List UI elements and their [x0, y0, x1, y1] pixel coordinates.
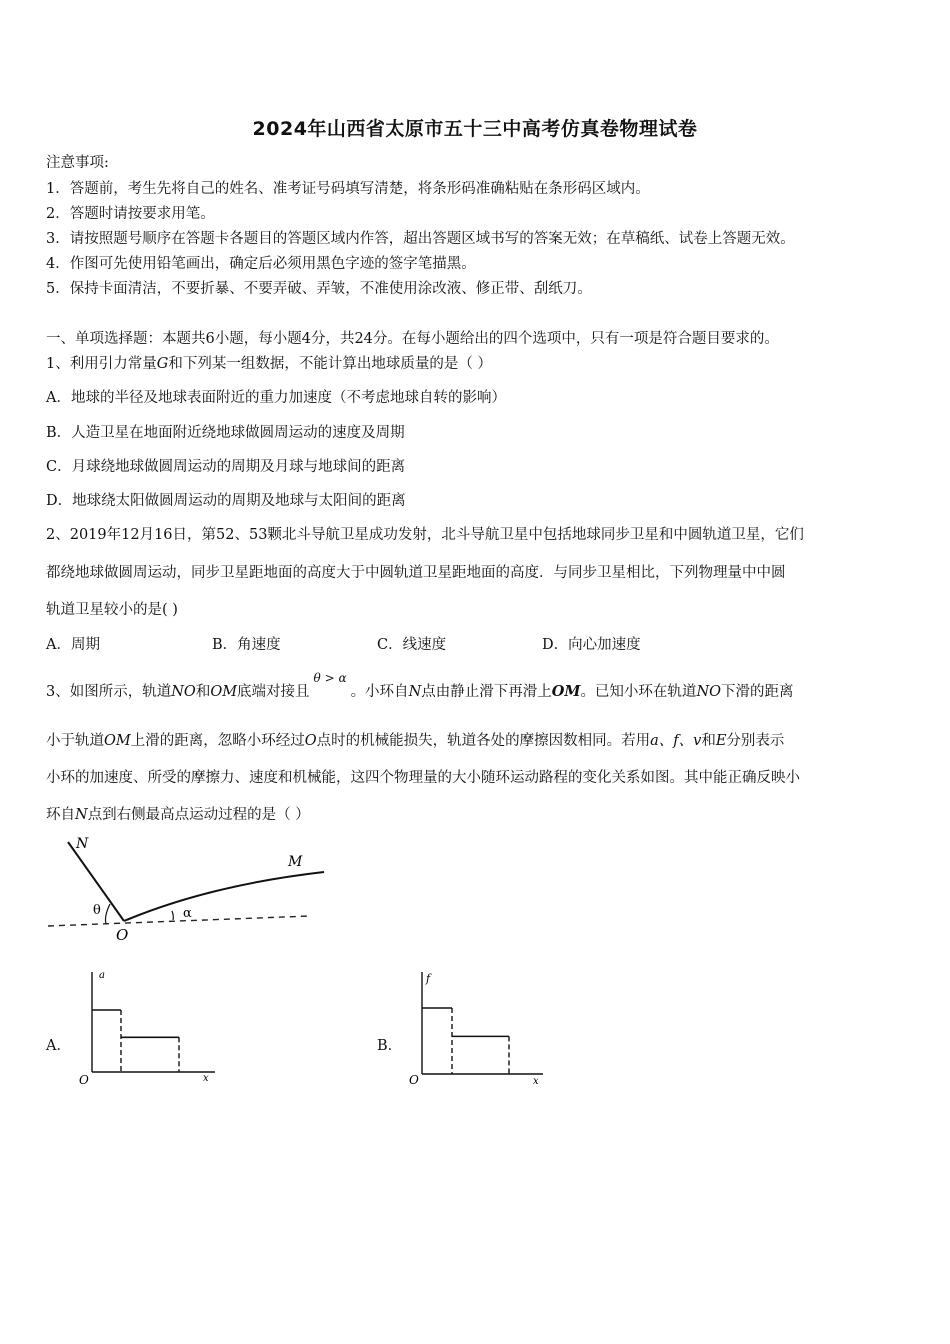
- label-n: N: [76, 836, 89, 852]
- question-2-option-d[interactable]: D．向心加速度: [542, 637, 641, 653]
- question-1-option-a[interactable]: A．地球的半径及地球表面附近的重力加速度（不考虑地球自转的影响）: [46, 390, 506, 406]
- notice-item: 5．保持卡面清洁，不要折暴、不要弄破、弄皱，不准使用涂改液、修正带、刮纸刀。: [46, 281, 592, 297]
- page-title: 2024年山西省太原市五十三中高考仿真卷物理试卷: [252, 118, 698, 140]
- graph-a-label[interactable]: A．: [46, 1038, 71, 1054]
- dashed-ground-line: [48, 916, 310, 926]
- graph-b[interactable]: [405, 968, 555, 1088]
- notice-heading: 注意事项:: [46, 155, 109, 171]
- question-3-stem-line: 小环的加速度、所受的摩擦力、速度和机械能，这四个物理量的大小随环运动路程的变化关系如图。其中能正确反映小: [46, 770, 800, 786]
- graph-b-label[interactable]: B．: [377, 1038, 403, 1054]
- graph-b-origin: O: [409, 1073, 419, 1087]
- condition-theta-alpha: θ > α: [313, 671, 347, 685]
- question-3-stem-line: 3、如图所示，轨道NO和OM底端对接且$^{\theta > \alpha}$。小环自N点由静止滑下再滑上OM。已知小环在轨道NO下滑的距离: [46, 671, 794, 700]
- notice-item: 3．请按照题号顺序在答题卡各题目的答题区域内作答，超出答题区域书写的答案无效；在草稿纸、试卷上答题无效。: [46, 231, 795, 247]
- question-3-stem-line: 环自N点到右侧最高点运动过程的是（ ）: [46, 807, 310, 823]
- graph-b-xlabel: x: [533, 1076, 539, 1087]
- question-2-stem-line: 轨道卫星较小的是( ): [46, 602, 178, 618]
- notice-item: 2．答题时请按要求用笔。: [46, 206, 215, 222]
- label-theta: θ: [93, 903, 101, 918]
- alpha-arc: [172, 911, 173, 920]
- question-2-option-c[interactable]: C．线速度: [377, 637, 447, 653]
- question-2-option-b[interactable]: B．角速度: [212, 637, 281, 653]
- question-2-option-a[interactable]: A．周期: [46, 637, 100, 653]
- track-om: [124, 872, 324, 921]
- graph-a-ylabel: a: [99, 970, 105, 981]
- question-1-option-d[interactable]: D．地球绕太阳做圆周运动的周期及地球与太阳间的距离: [46, 493, 406, 509]
- question-2-stem-line: 都绕地球做圆周运动，同步卫星距地面的高度大于中圆轨道卫星距地面的高度．与同步卫星相比，下列物理量中中圆: [46, 565, 786, 581]
- notice-item: 4．作图可先使用铅笔画出，确定后必须用黑色字迹的签字笔描黑。: [46, 256, 476, 272]
- track-figure: [40, 830, 340, 945]
- section-heading: 一、单项选择题：本题共6小题，每小题4分，共24分。在每小题给出的四个选项中，只有一项是符合题目要求的。: [46, 331, 779, 347]
- question-1-option-b[interactable]: B．人造卫星在地面附近绕地球做圆周运动的速度及周期: [46, 425, 405, 441]
- label-o: O: [116, 926, 129, 944]
- question-1-stem: 1、利用引力常量G和下列某一组数据，不能计算出地球质量的是（ ）: [46, 356, 492, 372]
- theta-arc: [106, 904, 111, 924]
- question-1-option-c[interactable]: C．月球绕地球做圆周运动的周期及月球与地球间的距离: [46, 459, 406, 475]
- graph-a[interactable]: [75, 968, 225, 1088]
- notice-item: 1．答题前，考生先将自己的姓名、准考证号码填写清楚，将条形码准确粘贴在条形码区域内。: [46, 181, 650, 197]
- label-alpha: α: [183, 906, 192, 921]
- label-m: M: [288, 854, 303, 870]
- graph-a-origin: O: [79, 1073, 89, 1087]
- graph-a-xlabel: x: [203, 1073, 209, 1084]
- graph-b-ylabel: f: [426, 972, 431, 985]
- question-2-stem-line: 2、2019年12月16日，第52、53颗北斗导航卫星成功发射，北斗导航卫星中包括地球同步卫星和中圆轨道卫星，它们: [46, 527, 804, 543]
- question-3-stem-line: 小于轨道OM上滑的距离，忽略小环经过O点时的机械能损失，轨道各处的摩擦因数相同。若用a、f、v和E分别表示: [46, 733, 785, 749]
